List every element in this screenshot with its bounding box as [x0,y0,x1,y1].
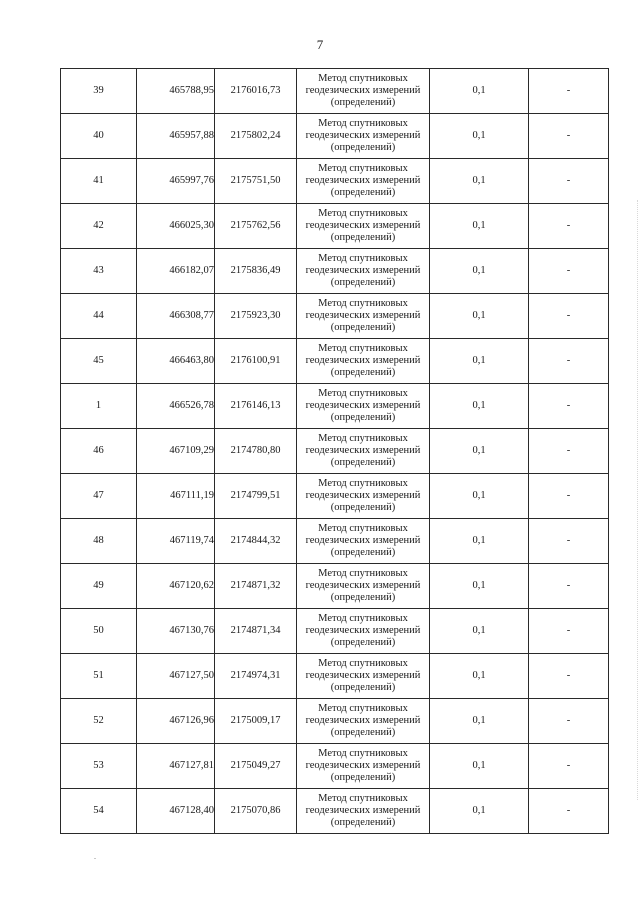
table-row [61,249,609,294]
extra-cell: - [529,564,609,609]
method-cell: Метод спутниковых геодезических измерений (определений) [297,654,430,699]
accuracy-cell: 0,1 [430,69,529,114]
point-cell: 39 [61,69,137,114]
point-cell: 41 [61,159,137,204]
point-cell: 52 [61,699,137,744]
table-row [61,519,609,564]
table-row [61,429,609,474]
y-coordinate-cell: 2175009,17 [215,699,297,744]
y-coordinate-cell: 2176100,91 [215,339,297,384]
accuracy-cell: 0,1 [430,744,529,789]
x-coordinate-cell: 465788,95 [137,69,215,114]
table-row [61,114,609,159]
x-coordinate-cell: 466526,78 [137,384,215,429]
x-coordinate-cell: 467127,81 [137,744,215,789]
table-row [61,474,609,519]
coordinates-table [60,68,609,834]
table-row [61,789,609,834]
accuracy-cell: 0,1 [430,159,529,204]
point-cell: 49 [61,564,137,609]
extra-cell: - [529,114,609,159]
accuracy-cell: 0,1 [430,249,529,294]
method-cell: Метод спутниковых геодезических измерений (определений) [297,204,430,249]
extra-cell: - [529,429,609,474]
x-coordinate-cell: 466025,30 [137,204,215,249]
point-cell: 47 [61,474,137,519]
extra-cell: - [529,699,609,744]
table-row [61,204,609,249]
method-cell: Метод спутниковых геодезических измерений (определений) [297,114,430,159]
table-row [61,159,609,204]
table-row [61,609,609,654]
point-cell: 51 [61,654,137,699]
extra-cell: - [529,519,609,564]
method-cell: Метод спутниковых геодезических измерений (определений) [297,249,430,294]
x-coordinate-cell: 465997,76 [137,159,215,204]
method-cell: Метод спутниковых геодезических измерений (определений) [297,699,430,744]
accuracy-cell: 0,1 [430,474,529,519]
table-row [61,69,609,114]
method-cell: Метод спутниковых геодезических измерений (определений) [297,339,430,384]
table-row [61,699,609,744]
y-coordinate-cell: 2174799,51 [215,474,297,519]
method-cell: Метод спутниковых геодезических измерений (определений) [297,789,430,834]
accuracy-cell: 0,1 [430,204,529,249]
y-coordinate-cell: 2175762,56 [215,204,297,249]
method-cell: Метод спутниковых геодезических измерений (определений) [297,159,430,204]
accuracy-cell: 0,1 [430,384,529,429]
extra-cell: - [529,609,609,654]
point-cell: 54 [61,789,137,834]
scan-speck [94,858,96,859]
method-cell: Метод спутниковых геодезических измерений (определений) [297,429,430,474]
extra-cell: - [529,249,609,294]
accuracy-cell: 0,1 [430,654,529,699]
extra-cell: - [529,204,609,249]
point-cell: 53 [61,744,137,789]
y-coordinate-cell: 2175802,24 [215,114,297,159]
y-coordinate-cell: 2174780,80 [215,429,297,474]
extra-cell: - [529,159,609,204]
x-coordinate-cell: 467120,62 [137,564,215,609]
x-coordinate-cell: 467130,76 [137,609,215,654]
y-coordinate-cell: 2174974,31 [215,654,297,699]
extra-cell: - [529,69,609,114]
x-coordinate-cell: 467109,29 [137,429,215,474]
y-coordinate-cell: 2175070,86 [215,789,297,834]
accuracy-cell: 0,1 [430,294,529,339]
point-cell: 40 [61,114,137,159]
table-row [61,654,609,699]
y-coordinate-cell: 2174871,32 [215,564,297,609]
coordinates-table-body [61,69,609,834]
y-coordinate-cell: 2175836,49 [215,249,297,294]
point-cell: 46 [61,429,137,474]
y-coordinate-cell: 2175751,50 [215,159,297,204]
point-cell: 50 [61,609,137,654]
accuracy-cell: 0,1 [430,339,529,384]
y-coordinate-cell: 2175923,30 [215,294,297,339]
method-cell: Метод спутниковых геодезических измерений (определений) [297,609,430,654]
extra-cell: - [529,654,609,699]
method-cell: Метод спутниковых геодезических измерений (определений) [297,69,430,114]
x-coordinate-cell: 467128,40 [137,789,215,834]
accuracy-cell: 0,1 [430,789,529,834]
method-cell: Метод спутниковых геодезических измерений (определений) [297,294,430,339]
x-coordinate-cell: 467119,74 [137,519,215,564]
accuracy-cell: 0,1 [430,564,529,609]
point-cell: 45 [61,339,137,384]
point-cell: 1 [61,384,137,429]
extra-cell: - [529,384,609,429]
point-cell: 42 [61,204,137,249]
y-coordinate-cell: 2175049,27 [215,744,297,789]
y-coordinate-cell: 2174844,32 [215,519,297,564]
accuracy-cell: 0,1 [430,519,529,564]
x-coordinate-cell: 467111,19 [137,474,215,519]
point-cell: 43 [61,249,137,294]
extra-cell: - [529,744,609,789]
y-coordinate-cell: 2176016,73 [215,69,297,114]
y-coordinate-cell: 2176146,13 [215,384,297,429]
accuracy-cell: 0,1 [430,609,529,654]
x-coordinate-cell: 465957,88 [137,114,215,159]
point-cell: 48 [61,519,137,564]
method-cell: Метод спутниковых геодезических измерений (определений) [297,474,430,519]
page-number: 7 [316,37,324,52]
x-coordinate-cell: 467126,96 [137,699,215,744]
accuracy-cell: 0,1 [430,429,529,474]
extra-cell: - [529,339,609,384]
x-coordinate-cell: 467127,50 [137,654,215,699]
method-cell: Метод спутниковых геодезических измерений (определений) [297,384,430,429]
accuracy-cell: 0,1 [430,114,529,159]
method-cell: Метод спутниковых геодезических измерений (определений) [297,564,430,609]
accuracy-cell: 0,1 [430,699,529,744]
table-row [61,744,609,789]
table-row [61,384,609,429]
table-row [61,564,609,609]
y-coordinate-cell: 2174871,34 [215,609,297,654]
method-cell: Метод спутниковых геодезических измерений (определений) [297,744,430,789]
point-cell: 44 [61,294,137,339]
extra-cell: - [529,294,609,339]
method-cell: Метод спутниковых геодезических измерений (определений) [297,519,430,564]
table-row [61,339,609,384]
extra-cell: - [529,474,609,519]
x-coordinate-cell: 466182,07 [137,249,215,294]
scan-edge-mark [636,200,638,800]
table-row [61,294,609,339]
x-coordinate-cell: 466308,77 [137,294,215,339]
x-coordinate-cell: 466463,80 [137,339,215,384]
extra-cell: - [529,789,609,834]
